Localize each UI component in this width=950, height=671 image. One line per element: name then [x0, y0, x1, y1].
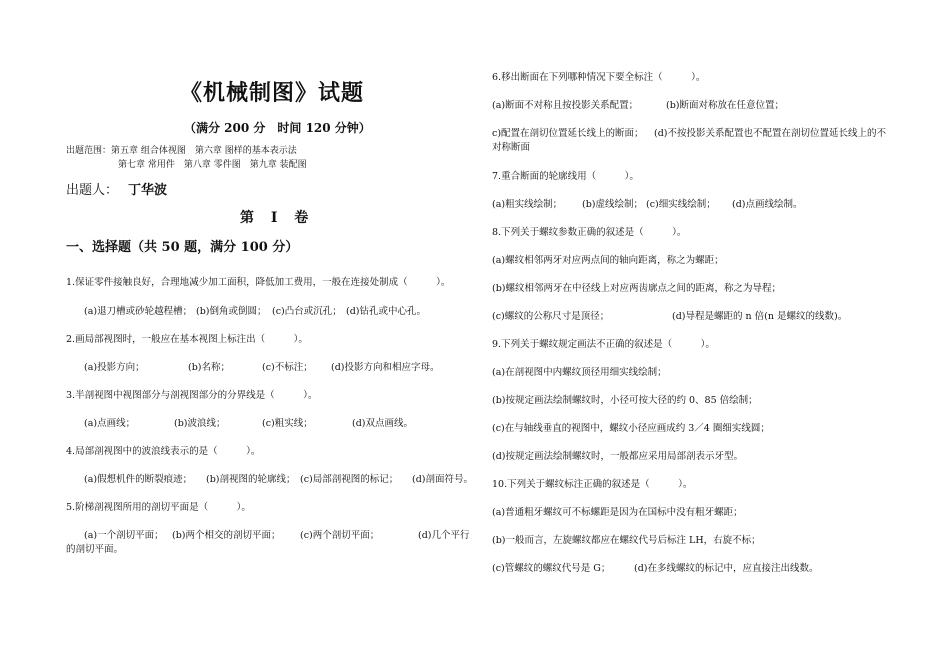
author-label: 出题人：: [66, 183, 119, 198]
q5-option-b: (b)两个相交的剖切平面；: [172, 530, 281, 541]
scope-line-1: 出题范围：第五章 组合体视图 第六章 图样的基本表示法: [66, 146, 297, 156]
q2-option-c: (c)不标注；: [262, 362, 313, 373]
q2-option-a: (a)投影方向；: [84, 362, 145, 373]
question-8-stem: 8.下列关于螺纹参数正确的叙述是（ ）。: [492, 227, 687, 238]
question-3-stem: 3.半剖视图中视图部分与剖视图部分的分界线是（ ）。: [66, 390, 318, 401]
q5-option-c: (c)两个剖切平面；: [300, 530, 380, 541]
q9-option-d: (d)按规定画法绘制螺纹时，一般都应采用局部剖表示牙型。: [492, 451, 743, 462]
q4-option-b: (b)剖视图的轮廓线；: [206, 474, 296, 485]
question-1-stem: 1.保证零件接触良好，合理地减少加工面积，降低加工费用，一般在连接处制成（ ）。: [66, 277, 451, 288]
q3-option-d: (d)双点画线。: [352, 418, 413, 429]
volume-heading: 第 Ⅰ 卷: [240, 210, 315, 226]
q4-option-d: (d)剖面符号。: [412, 474, 473, 485]
exam-title: 《机械制图》试题: [180, 80, 365, 106]
section-heading: 一、选择题（共 50 题，满分 100 分）: [66, 240, 299, 255]
q7-option-c: (c)细实线绘制；: [646, 199, 716, 210]
q3-option-a: (a)点画线；: [84, 418, 136, 429]
scope-line-2: 第七章 常用件 第八章 零件图 第九章 装配图: [118, 160, 307, 170]
question-10-stem: 10.下列关于螺纹标注正确的叙述是（ ）。: [492, 479, 693, 490]
q8-option-a: (a)螺纹相邻两牙对应两点间的轴向距离，称之为螺距；: [492, 255, 724, 266]
q1-option-b: (b)倒角或倒圆；: [196, 306, 267, 317]
q8-option-d: (d)导程是螺距的 n 倍(n 是螺纹的线数)。: [672, 311, 848, 322]
q10-option-c: (c)管螺纹的螺纹代号是 G；: [492, 563, 611, 574]
q2-option-b: (b)名称；: [188, 362, 230, 373]
q10-option-d: (d)在多线螺纹的标记中，应直接注出线数。: [634, 563, 819, 574]
q10-option-b: (b)一般而言，左旋螺纹都应在螺纹代号后标注 LH，右旋不标；: [492, 535, 761, 546]
q8-option-c: (c)螺纹的公称尺寸是顶径；: [492, 311, 610, 322]
q1-option-d: (d)钻孔或中心孔。: [346, 306, 426, 317]
q5-option-d-continuation: 的剖切平面。: [66, 544, 124, 555]
q6-option-b: (b)断面对称放在任意位置；: [666, 100, 784, 111]
q9-option-c: (c)在与轴线垂直的视图中，螺纹小径应画成约 3／4 圈细实线圆；: [492, 423, 770, 434]
author-name: 丁华波: [128, 183, 168, 198]
exam-subtitle: （满分 200 分 时间 120 分钟）: [184, 121, 371, 135]
q7-option-b: (b)虚线绘制；: [582, 199, 643, 210]
q7-option-d: (d)点画线绘制。: [732, 199, 803, 210]
question-4-stem: 4.局部剖视图中的波浪线表示的是（ ）。: [66, 446, 261, 457]
q9-option-b: (b)按规定画法绘制螺纹时，小径可按大径的约 0、85 倍绘制；: [492, 395, 758, 406]
q4-option-c: (c)局部剖视图的标记；: [300, 474, 399, 485]
q2-option-d: (d)投影方向和相应字母。: [331, 362, 440, 373]
q5-option-a: (a)一个剖切平面；: [84, 530, 164, 541]
q1-option-a: (a)退刀槽或砂轮越程槽；: [84, 306, 193, 317]
question-2-stem: 2.画局部视图时，一般应在基本视图上标注出（ ）。: [66, 334, 308, 345]
q7-option-a: (a)粗实线绘制；: [492, 199, 563, 210]
question-7-stem: 7.重合断面的轮廓线用（ ）。: [492, 171, 639, 182]
q6-option-c: c)配置在剖切位置延长线上的断面；: [492, 128, 644, 139]
q5-option-d: (d)几个平行: [418, 530, 470, 541]
question-6-stem: 6.移出断面在下列哪种情况下要全标注（ ）。: [492, 72, 706, 83]
q3-option-b: (b)波浪线；: [174, 418, 226, 429]
q3-option-c: (c)粗实线；: [262, 418, 313, 429]
question-5-stem: 5.阶梯剖视图所用的剖切平面是（ ）。: [66, 502, 251, 513]
question-9-stem: 9.下列关于螺纹规定画法不正确的叙述是（ ）。: [492, 339, 715, 350]
q9-option-a: (a)在剖视图中内螺纹顶径用细实线绘制；: [492, 367, 667, 378]
q6-option-d: (d)不按投影关系配置也不配置在剖切位置延长线上的不: [654, 128, 886, 139]
q4-option-a: (a)假想机件的断裂痕迹；: [84, 474, 193, 485]
q1-option-c: (c)凸台或沉孔；: [272, 306, 342, 317]
q6-option-a: (a)断面不对称且按投影关系配置；: [492, 100, 639, 111]
q8-option-b: (b)螺纹相邻两牙在中径线上对应两齿廓点之间的距离，称之为导程；: [492, 283, 781, 294]
q6-option-d-continuation: 对称断面: [492, 142, 531, 153]
q10-option-a: (a)普通粗牙螺纹可不标螺距是因为在国标中没有粗牙螺距；: [492, 507, 743, 518]
